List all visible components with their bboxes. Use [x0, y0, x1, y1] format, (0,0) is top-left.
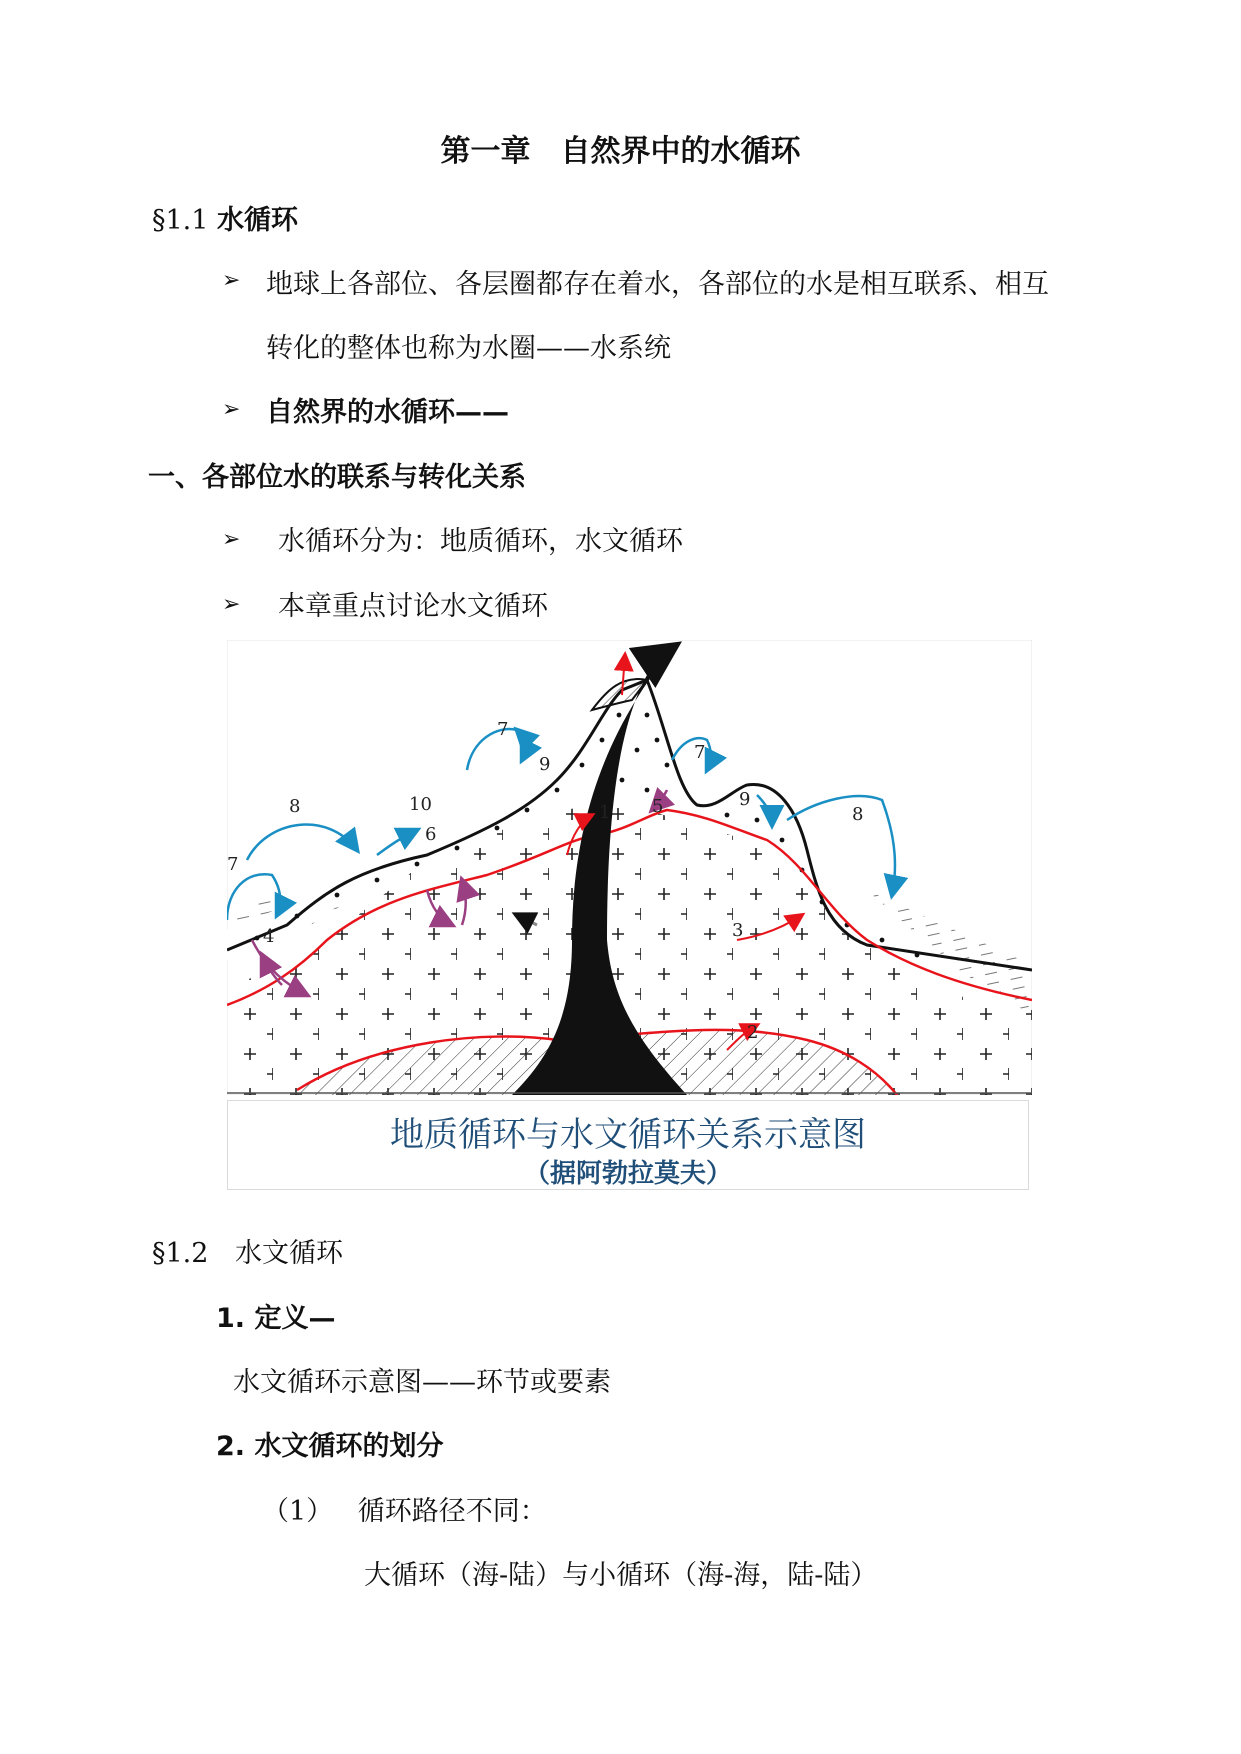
label-9: 9 [539, 754, 551, 775]
figure-caption-box [227, 1100, 1029, 1190]
section-1-2-heading [152, 1231, 343, 1270]
label-5: 5 [652, 796, 664, 817]
label-6: 6 [425, 824, 437, 845]
part-heading: 一、各部位水的联系与转化关系 [148, 462, 526, 493]
page-title: 第一章 自然界中的水循环 [440, 134, 801, 169]
cycle-diagram [227, 640, 1032, 1095]
sub-item-label: （1） [262, 1496, 334, 1527]
figure-caption-source: （据阿勃拉莫夫） [523, 1159, 732, 1189]
sub-item-text: 循环路径不同： [357, 1496, 547, 1527]
section-1-1-heading [152, 198, 298, 237]
label-8: 8 [852, 804, 864, 825]
label-1: 1 [599, 802, 611, 823]
paragraph-line: 转化的整体也称为水圈——水系统 [266, 333, 671, 364]
label-3: 3 [732, 920, 744, 941]
section-title: 水文循环 [235, 1238, 344, 1269]
sub-item-1 [262, 1489, 547, 1528]
label-2: 2 [747, 1022, 759, 1043]
bullet-text: 本章重点讨论水文循环 [278, 591, 548, 622]
label-10: 10 [409, 794, 432, 815]
bullet-icon: ➢ [222, 592, 241, 617]
label-9: 9 [739, 789, 751, 810]
label-7: 7 [227, 854, 239, 875]
bullet-icon: ➢ [222, 527, 241, 552]
paragraph-line: 水文循环示意图——环节或要素 [233, 1367, 611, 1398]
numbered-item-2: 2. 水文循环的划分 [216, 1431, 444, 1462]
figure-caption-title: 地质循环与水文循环关系示意图 [390, 1115, 866, 1155]
section-title: 水循环 [217, 205, 299, 236]
bullet-text: 自然界的水循环—— [266, 397, 509, 428]
label-7: 7 [694, 742, 706, 763]
numbered-item-1: 1. 定义— [216, 1303, 336, 1334]
bullet-text: 水循环分为：地质循环，水文循环 [278, 526, 683, 557]
section-number: §1.2 [152, 1238, 209, 1269]
bullet-icon: ➢ [222, 397, 241, 422]
section-number: §1.1 [152, 205, 209, 236]
geologic-hydrologic-cycle-figure [227, 640, 1032, 1195]
paragraph-line: 大循环（海-陆）与小循环（海-海，陆-陆） [364, 1560, 878, 1591]
label-4: 4 [263, 926, 275, 947]
paragraph-line: 地球上各部位、各层圈都存在着水，各部位的水是相互联系、相互 [266, 269, 1049, 300]
label-8: 8 [289, 796, 301, 817]
bullet-icon: ➢ [222, 268, 241, 293]
label-7: 7 [497, 719, 509, 740]
